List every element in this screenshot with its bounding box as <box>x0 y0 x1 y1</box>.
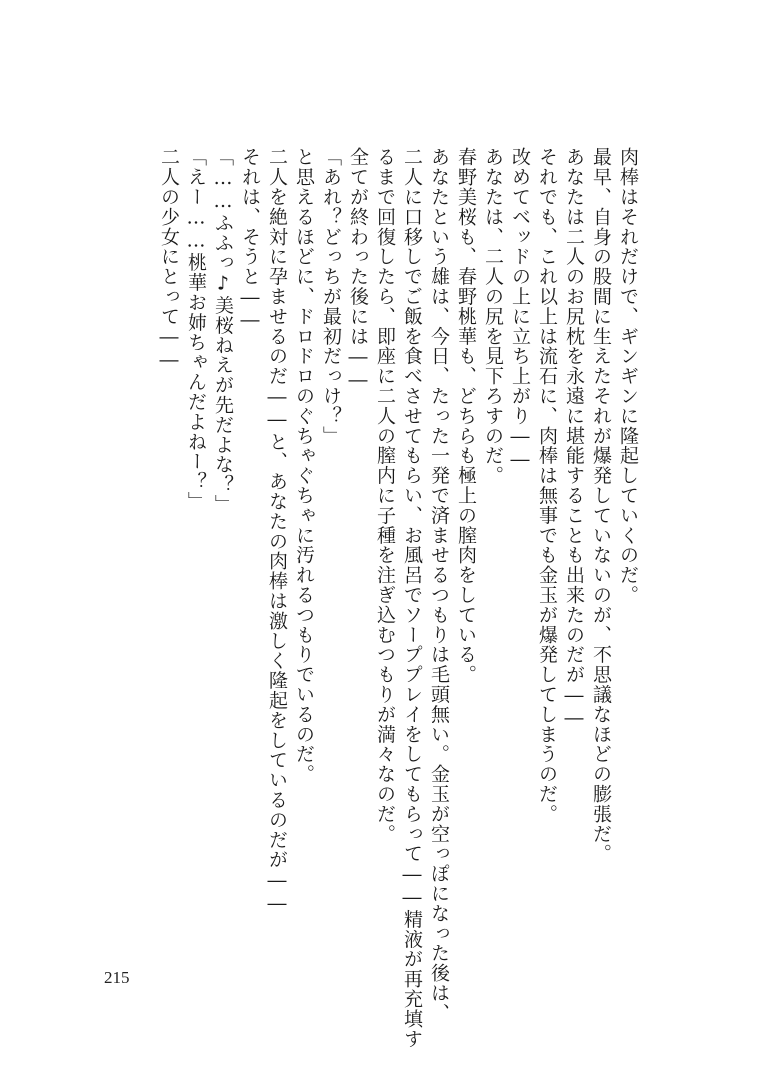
text-column-17: 「えー……桃華お姉ちゃんだよねー？」 <box>185 147 207 512</box>
text-column-2: 最早、自身の股間に生えたそれが爆発していないのが、不思議なほどの膨張だ。 <box>590 147 612 864</box>
text-column-8: あなたという雄は、今日、たった一発で済ませるつもりは毛頭無い。金玉が空っぽになった後は、 <box>428 147 450 1023</box>
text-column-14: 二人を絶対に孕ませるのだ――と、あなたの肉棒は激しく隆起をしているのだが―― <box>266 147 288 916</box>
text-column-18: 二人の少女にとって―― <box>158 147 180 372</box>
text-column-15: それは、そうと―― <box>239 147 261 333</box>
text-column-6: あなたは、二人の尻を見下ろすのだ。 <box>482 147 504 486</box>
text-column-3: あなたは二人のお尻枕を永遠に堪能することも出来たのだが―― <box>563 147 585 731</box>
page-number: 215 <box>104 968 130 987</box>
text-column-12: 「あれ？どっちが最初だっけ？」 <box>320 147 342 446</box>
text-column-16: 「……ふふっ♪美桜ねえが先だよな？」 <box>212 147 234 515</box>
text-column-4: それでも、これ以上は流石に、肉棒は無事でも金玉が爆発してしまうのだ。 <box>536 147 558 824</box>
text-column-1: 肉棒はそれだけで、ギンギンに隆起していくのだ。 <box>617 147 639 605</box>
text-column-11: 全てが終わった後には―― <box>347 147 369 392</box>
text-column-10: るまで回復したら、即座に二人の膣内に子種を注ぎ込むつもりが満々なのだ。 <box>374 147 396 844</box>
text-column-5: 改めてベッドの上に立ち上がり―― <box>509 147 531 472</box>
text-column-13: と思えるほどに、ドロドロのぐちゃぐちゃに汚れるつもりでいるのだ。 <box>293 147 315 784</box>
text-column-7: 春野美桜も、春野桃華も、どちらも極上の膣肉をしている。 <box>455 147 477 685</box>
text-column-9: 二人に口移しでご飯を食べさせてもらい、お風呂でソーププレイをしてもらって――精液が再充填す <box>401 147 423 1049</box>
